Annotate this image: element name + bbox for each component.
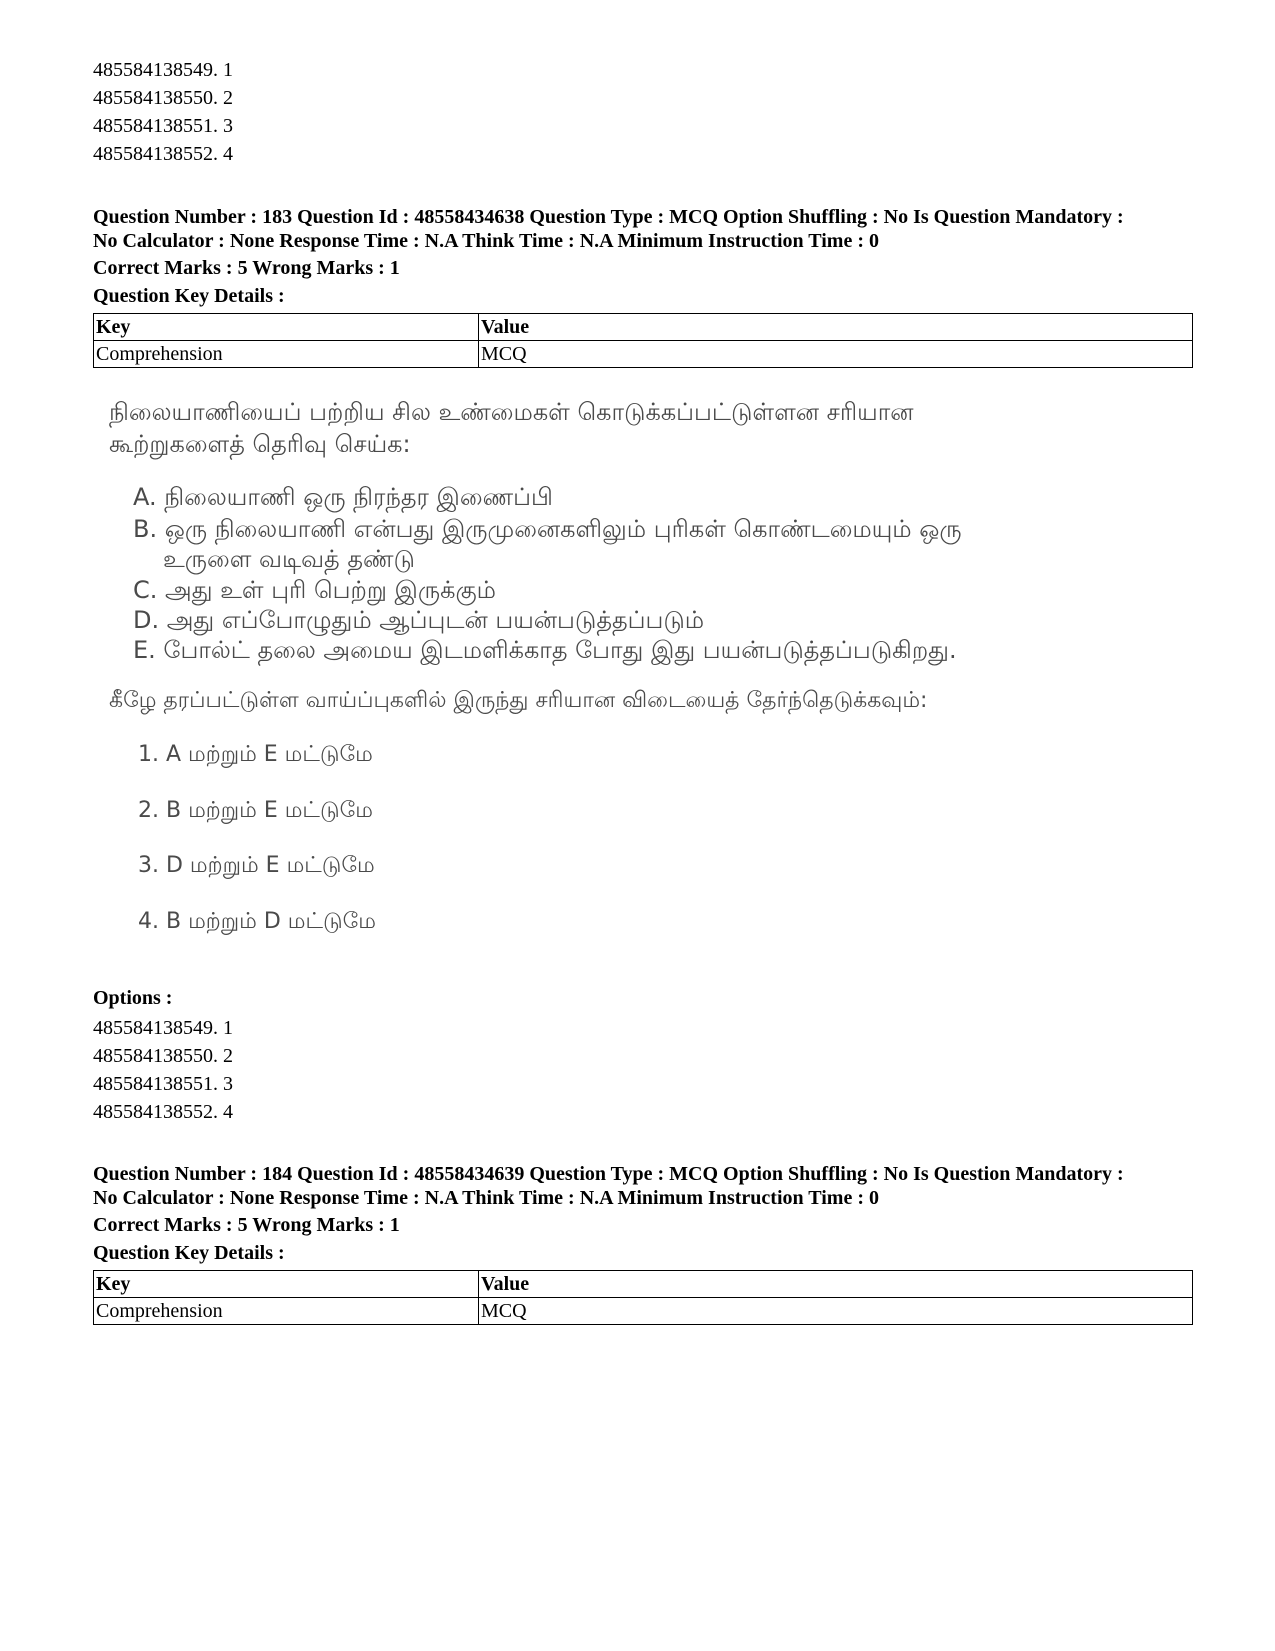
- option-4: 485584138552. 4: [93, 1101, 233, 1123]
- statement-b-line-2: உருளை வடிவத் தண்டு: [163, 545, 415, 573]
- table-header-key: Key: [94, 314, 479, 341]
- q184-marks: Correct Marks : 5 Wrong Marks : 1: [93, 1214, 400, 1236]
- answer-choice-4: 4. B மற்றும் D மட்டுமே: [138, 909, 376, 934]
- q183-key-details-label: Question Key Details :: [93, 285, 285, 307]
- q183-marks: Correct Marks : 5 Wrong Marks : 1: [93, 257, 400, 279]
- table-header-key: Key: [94, 1271, 479, 1298]
- q183-meta: [93, 205, 1213, 253]
- table-row: [94, 1298, 1193, 1325]
- answer-choice-2: 2. B மற்றும் E மட்டுமே: [138, 798, 373, 823]
- previous-option-4: 485584138552. 4: [93, 143, 233, 165]
- option-2: 485584138550. 2: [93, 1045, 233, 1067]
- statement-c: C. அது உள் புரி பெற்று இருக்கும்: [133, 576, 496, 604]
- table-cell-key: Comprehension: [94, 1298, 479, 1325]
- answer-choice-1: 1. A மற்றும் E மட்டுமே: [138, 742, 373, 767]
- answer-choice-3: 3. D மற்றும் E மட்டுமே: [138, 853, 375, 878]
- table-header-row: [94, 314, 1193, 341]
- table-row: [94, 341, 1193, 368]
- q184-key-details-label: Question Key Details :: [93, 1242, 285, 1264]
- question-instruction: கீழே தரப்பட்டுள்ள வாய்ப்புகளில் இருந்து சரியான விடையைத் தேர்ந்தெடுக்கவும்:: [109, 688, 928, 713]
- statement-e: E. போல்ட் தலை அமைய இடமளிக்காத போது இது பயன்படுத்தப்படுகிறது.: [133, 636, 957, 664]
- q184-meta-line-1: Question Number : 184 Question Id : 48558434639 Question Type : MCQ Option Shuffling : No Is Question Mandatory :: [93, 1163, 1124, 1185]
- options-label: Options :: [93, 987, 173, 1009]
- previous-option-3: 485584138551. 3: [93, 115, 233, 137]
- previous-option-1: 485584138549. 1: [93, 59, 233, 81]
- q184-meta-line-2: No Calculator : None Response Time : N.A Think Time : N.A Minimum Instruction Time : 0: [93, 1187, 879, 1209]
- q183-meta-line-1: Question Number : 183 Question Id : 48558434638 Question Type : MCQ Option Shuffling : No Is Question Mandatory :: [93, 206, 1124, 228]
- previous-option-2: 485584138550. 2: [93, 87, 233, 109]
- statement-d: D. அது எப்போழுதும் ஆப்புடன் பயன்படுத்தப்படும்: [133, 606, 705, 634]
- table-header-row: [94, 1271, 1193, 1298]
- table-cell-value: MCQ: [479, 341, 1193, 368]
- statement-a: A. நிலையாணி ஒரு நிரந்தர இணைப்பி: [133, 483, 553, 511]
- table-header-value: Value: [479, 1271, 1193, 1298]
- table-header-value: Value: [479, 314, 1193, 341]
- question-stem-line-1: நிலையாணியைப் பற்றிய சில உண்மைகள் கொடுக்கப்பட்டுள்ளன சரியான: [109, 398, 914, 426]
- table-cell-key: Comprehension: [94, 341, 479, 368]
- q183-key-table: [93, 313, 1193, 368]
- table-cell-value: MCQ: [479, 1298, 1193, 1325]
- q184-meta: [93, 1162, 1213, 1210]
- question-stem-line-2: கூற்றுகளைத் தெரிவு செய்க:: [109, 430, 411, 458]
- question-image: [93, 400, 1193, 960]
- q184-key-table: [93, 1270, 1193, 1325]
- q183-meta-line-2: No Calculator : None Response Time : N.A Think Time : N.A Minimum Instruction Time : 0: [93, 230, 879, 252]
- option-3: 485584138551. 3: [93, 1073, 233, 1095]
- statement-b-line-1: B. ஒரு நிலையாணி என்பது இருமுனைகளிலும் புரிகள் கொண்டமையும் ஒரு: [133, 515, 962, 543]
- option-1: 485584138549. 1: [93, 1017, 233, 1039]
